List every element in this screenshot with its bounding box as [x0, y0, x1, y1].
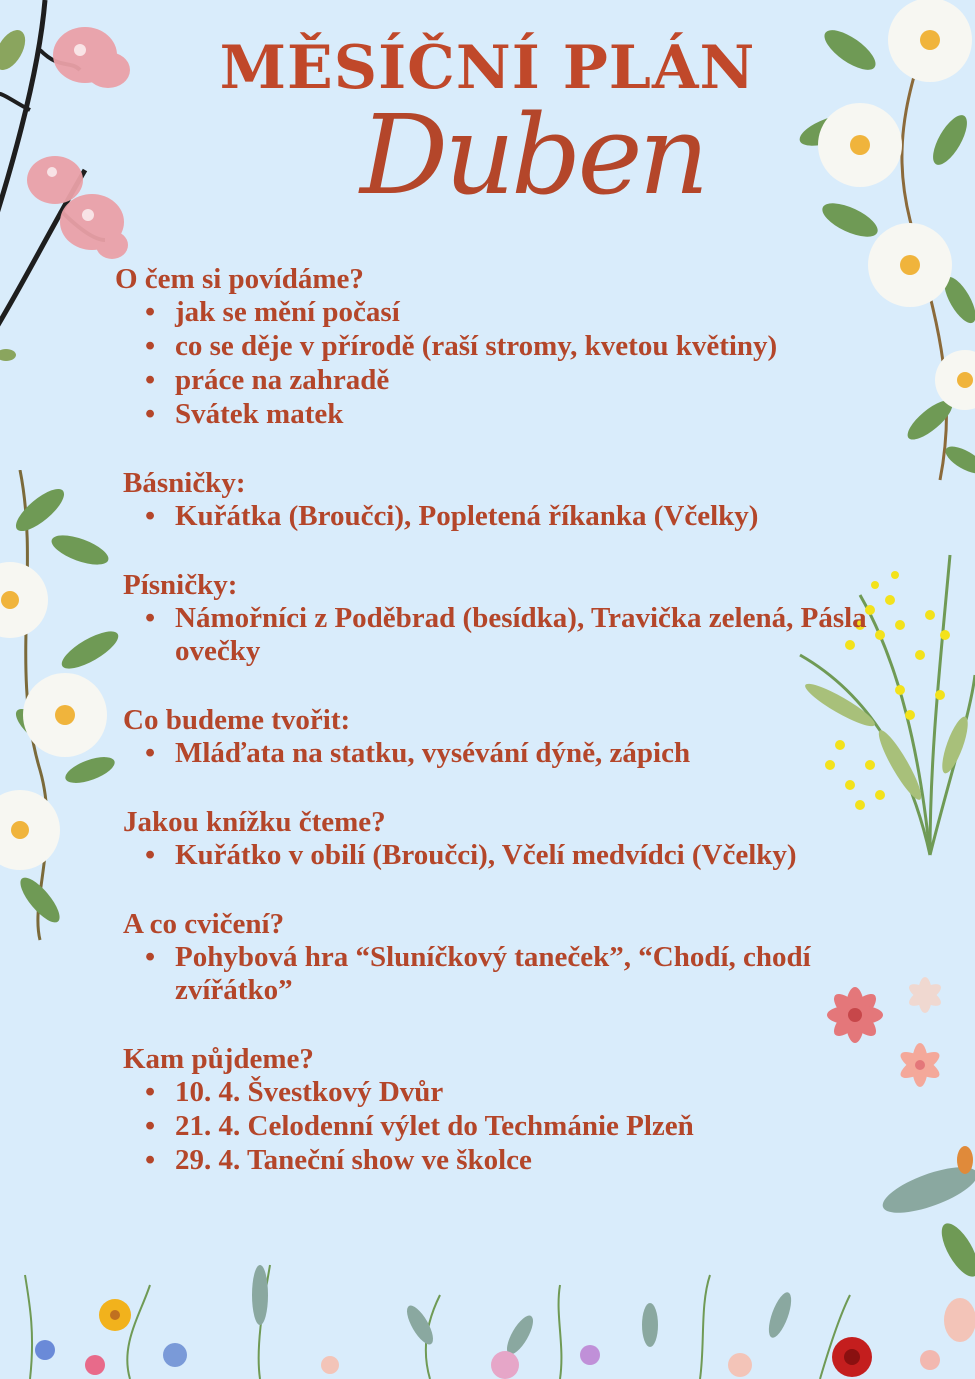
section-topics: [115, 262, 875, 431]
plan-content: [115, 262, 875, 1212]
topics-list: [115, 296, 875, 431]
list-item: • jak se mění počasí: [175, 296, 875, 329]
section-exercise: [115, 907, 875, 1007]
list-item: • Svátek matek: [175, 398, 875, 431]
list-item: • práce na zahradě: [175, 364, 875, 397]
section-heading: Co budeme tvořit:: [123, 704, 351, 736]
section-poems: [115, 466, 875, 533]
section-heading: Kam půjdeme?: [123, 1043, 314, 1075]
list-item: • Mláďata na statku, vysévání dýně, zápich: [175, 737, 875, 770]
list-item: • Kuřátka (Broučci), Popletená říkanka (Včelky): [175, 500, 875, 533]
section-books: [115, 805, 875, 872]
exercise-list: [115, 941, 875, 1007]
list-item: • 10. 4. Švestkový Dvůr: [175, 1076, 875, 1109]
month-heading: [360, 91, 706, 270]
section-heading: A co cvičení?: [123, 908, 285, 940]
section-heading: Básničky:: [123, 467, 246, 499]
list-item: • 21. 4. Celodenní výlet do Techmánie Plzeň: [175, 1110, 875, 1143]
list-item: • Námořníci z Poděbrad (besídka), Travička zelená, Pásla ovečky: [175, 602, 875, 668]
section-heading: O čem si povídáme?: [115, 263, 364, 295]
list-item: • co se děje v přírodě (raší stromy, kvetou květiny): [175, 330, 875, 363]
section-crafts: [115, 703, 875, 770]
list-item: • Pohybová hra “Sluníčkový taneček”, “Chodí, chodí zvířátko”: [175, 941, 875, 1007]
wildflower-border-icon: [0, 1255, 975, 1379]
section-songs: [115, 568, 875, 668]
trips-list: [115, 1076, 875, 1177]
list-item: • Kuřátko v obilí (Broučci), Včelí medvídci (Včelky): [175, 839, 875, 872]
list-item: • 29. 4. Taneční show ve školce: [175, 1144, 875, 1177]
poems-list: [115, 500, 875, 533]
page-title: MĚSÍČNÍ PLÁN: [219, 33, 756, 103]
books-list: [115, 839, 875, 872]
white-flower-vine-left-icon: [0, 470, 130, 950]
section-heading: Písničky:: [123, 569, 238, 601]
crafts-list: [115, 737, 875, 770]
songs-list: [115, 602, 875, 668]
month-label: Duben: [360, 91, 706, 219]
section-heading: Jakou knížku čteme?: [123, 806, 386, 838]
section-trips: [115, 1042, 875, 1177]
